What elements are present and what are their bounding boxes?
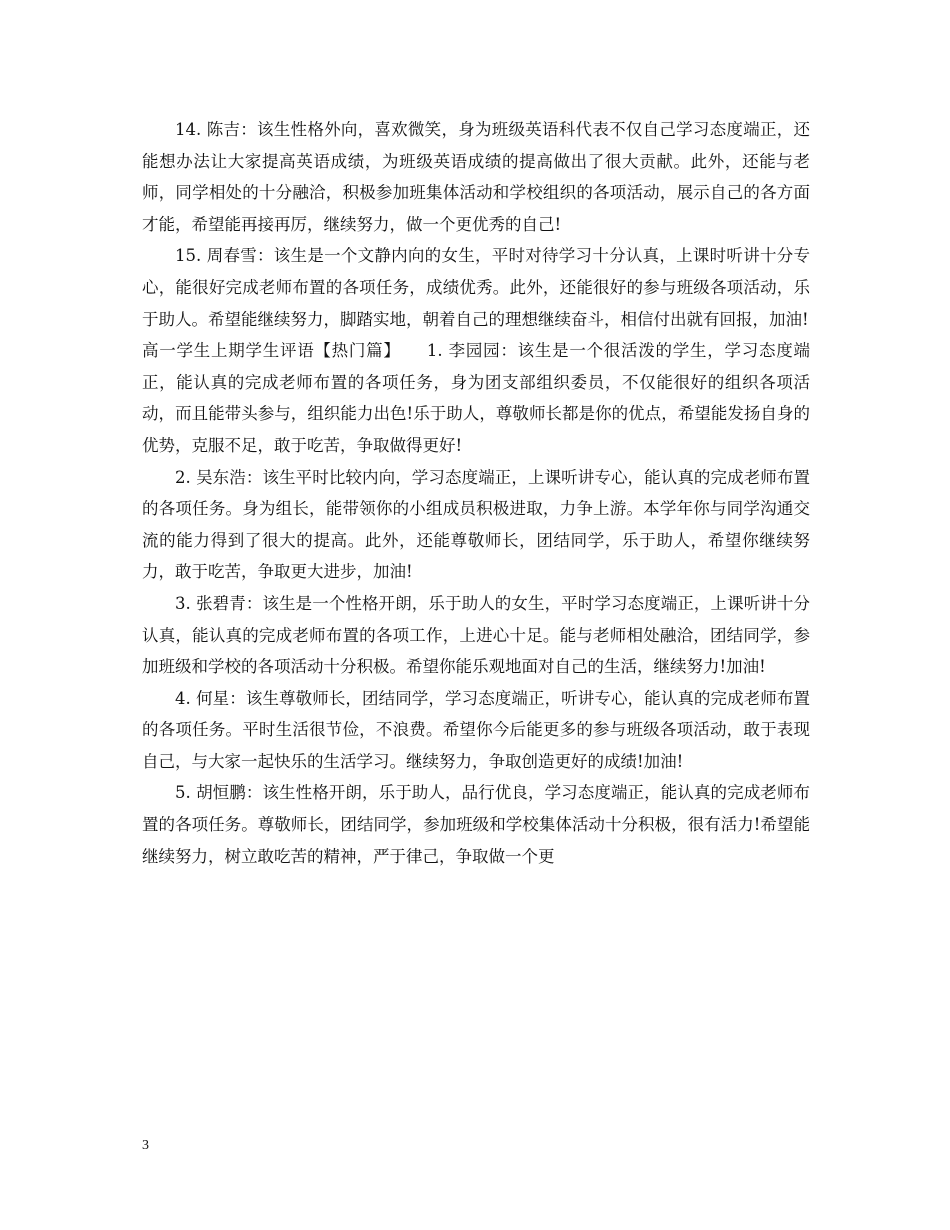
- page-number: 3: [142, 1138, 149, 1153]
- paragraph-comment-4: 4. 何星：该生尊敬师长，团结同学，学习态度端正，听讲专心，能认真的完成老师布置的各项任务。平时生活很节俭，不浪费。希望你今后能更多的参与班级各项活动，敢于表现自己，与大家一起快乐的生活学习。继续努力，争取创造更好的成绩!加油!: [142, 688, 810, 771]
- paragraph-comment-2: 2. 吴东浩：该生平时比较内向，学习态度端正，上课听讲专心，能认真的完成老师布置的各项任务。身为组长，能带领你的小组成员积极进取，力争上游。本学年你与同学沟通交流的能力得到了很大的提高。此外，还能尊敬师长，团结同学，乐于助人，希望你继续努力，敢于吃苦，争取更大进步，加油!: [142, 467, 810, 582]
- paragraph-comment-14: 14. 陈吉：该生性格外向，喜欢微笑，身为班级英语科代表不仅自己学习态度端正，还能想办法让大家提高英语成绩，为班级英语成绩的提高做出了很大贡献。此外，还能与老师，同学相处的十分融洽，积极参加班集体活动和学校组织的各项活动，展示自己的各方面才能，希望能再接再厉，继续努力，做一个更优秀的自己!: [142, 120, 810, 234]
- paragraph-comment-3: 3. 张碧青：该生是一个性格开朗，乐于助人的女生，平时学习态度端正，上课听讲十分认真，能认真的完成老师布置的各项工作，上进心十足。能与老师相处融洽，团结同学，参加班级和学校的各项活动十分积极。希望你能乐观地面对自己的生活，继续努力!加油!: [142, 593, 810, 677]
- document-body: [142, 114, 810, 872]
- paragraph-section-heading-comment-1: 高一学生上期学生评语【热门篇】 1. 李园园：该生是一个很活泼的学生，学习态度端正，能认真的完成老师布置的各项任务，身为团支部组织委员，不仅能很好的组织各项活动，而且能带头参与，组织能力出色!乐于助人，尊敬师长都是你的优点，希望能发扬自身的优势，克服不足，敢于吃苦，争取做得更好!: [142, 341, 810, 455]
- paragraph-comment-15: 15. 周春雪：该生是一个文静内向的女生，平时对待学习十分认真，上课时听讲十分专心，能很好完成老师布置的各项任务，成绩优秀。此外，还能很好的参与班级各项活动，乐于助人。希望能继续努力，脚踏实地，朝着自己的理想继续奋斗，相信付出就有回报，加油!: [142, 246, 810, 329]
- paragraph-comment-5: 5. 胡恒鹏：该生性格开朗，乐于助人，品行优良，学习态度端正，能认真的完成老师布置的各项任务。尊敬师长，团结同学，参加班级和学校集体活动十分积极，很有活力!希望能继续努力，树立敢吃苦的精神，严于律己，争取做一个更: [142, 783, 810, 866]
